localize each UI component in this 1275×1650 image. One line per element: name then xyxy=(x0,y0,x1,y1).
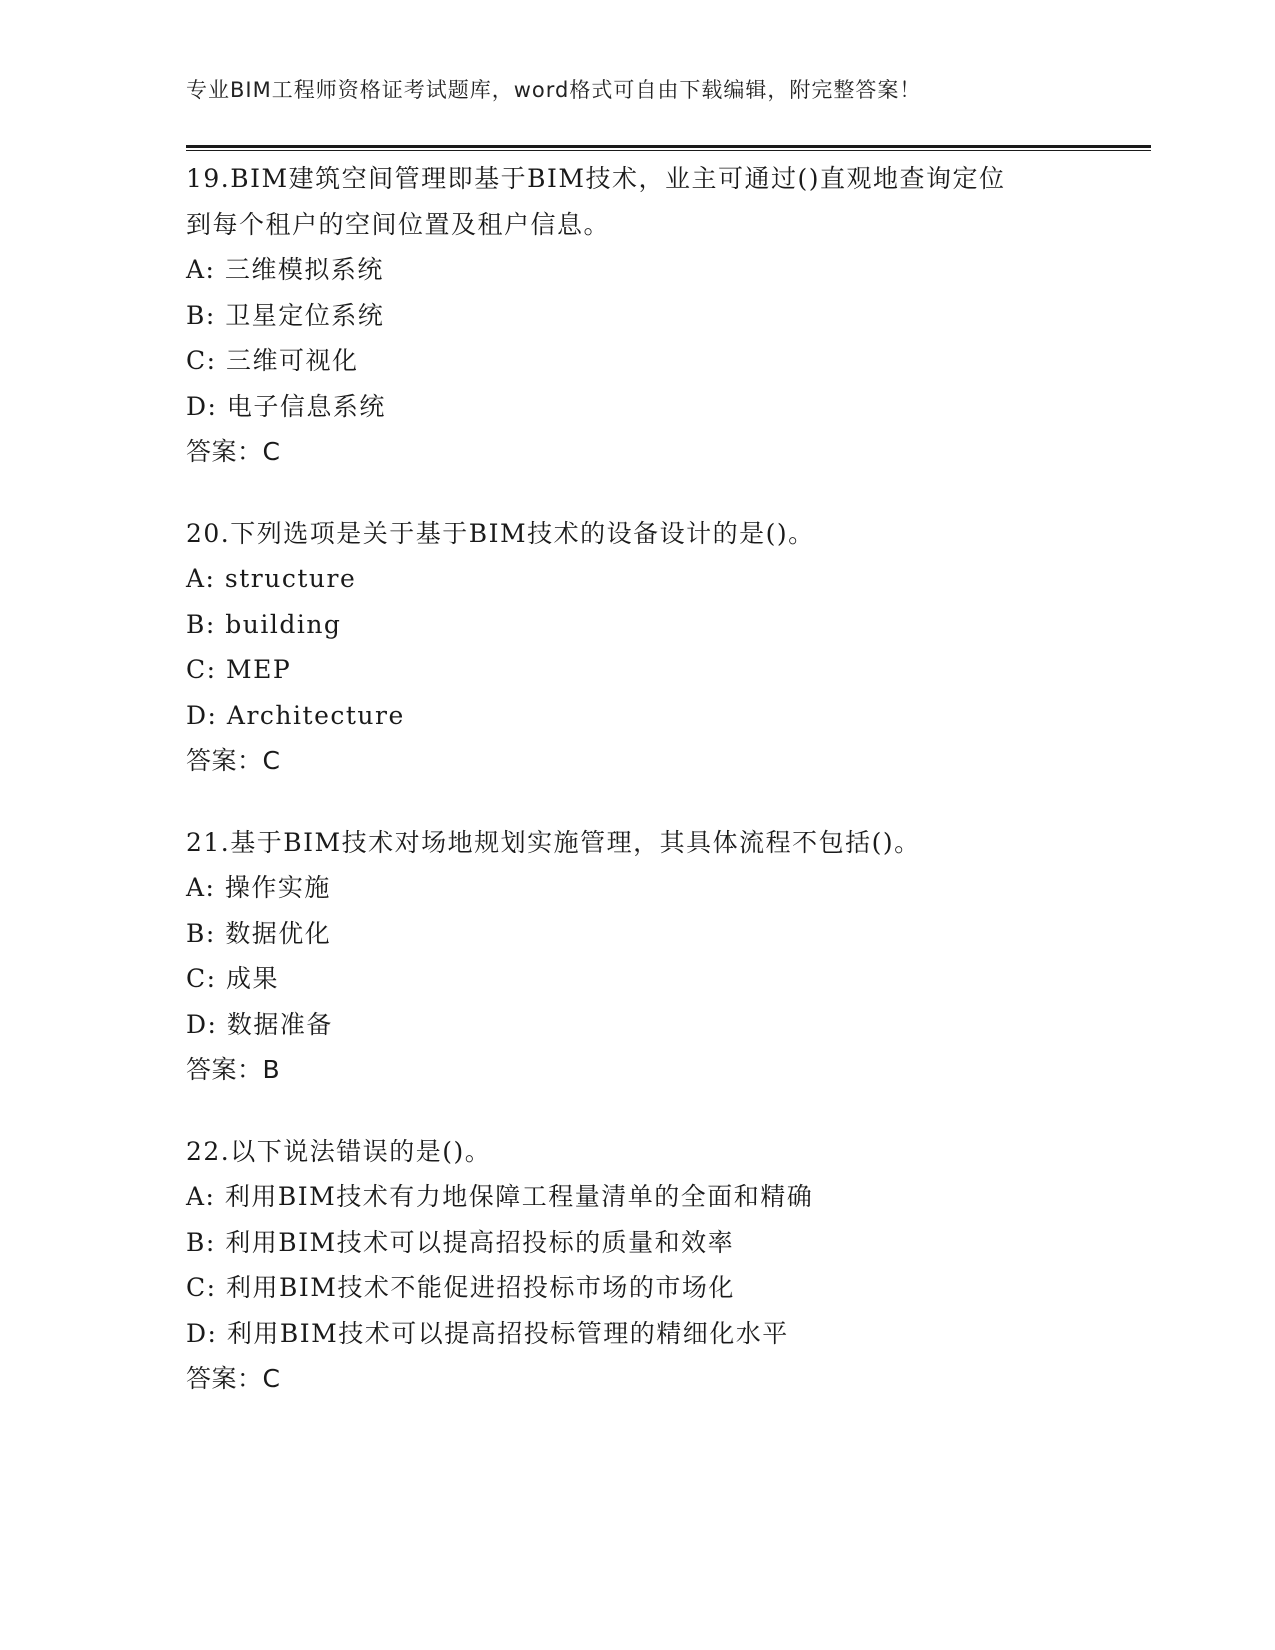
option-c: C: 三维可视化 xyxy=(186,346,359,375)
question-stem: 22.以下说法错误的是()。 xyxy=(186,1136,492,1166)
answer: 答案：B xyxy=(186,1055,281,1084)
answer: 答案：C xyxy=(186,746,281,775)
question-21 xyxy=(186,820,1146,1093)
option-b: B: 数据优化 xyxy=(186,918,332,948)
question-20 xyxy=(186,511,1146,784)
option-c: C: 成果 xyxy=(186,964,279,993)
question-stem: 21.基于BIM技术对场地规划实施管理，其具体流程不包括()。 xyxy=(186,827,921,857)
option-b: B: 利用BIM技术可以提高招投标的质量和效率 xyxy=(186,1227,735,1257)
answer: 答案：C xyxy=(186,437,281,466)
option-d: D: 利用BIM技术可以提高招投标管理的精细化水平 xyxy=(186,1318,789,1348)
question-stem: 20.下列选项是关于基于BIM技术的设备设计的是()。 xyxy=(186,518,815,548)
option-c: C: 利用BIM技术不能促进招投标市场的市场化 xyxy=(186,1273,735,1302)
option-a: A: 操作实施 xyxy=(186,873,331,902)
header-rule-thin xyxy=(186,150,1151,151)
option-a: A: 利用BIM技术有力地保障工程量清单的全面和精确 xyxy=(186,1182,814,1211)
option-b: B: building xyxy=(186,609,342,639)
question-stem: 到每个租户的空间位置及租户信息。 xyxy=(186,209,611,239)
option-d: D: 数据准备 xyxy=(186,1009,333,1039)
option-b: B: 卫星定位系统 xyxy=(186,300,385,330)
question-22 xyxy=(186,1129,1146,1402)
answer: 答案：C xyxy=(186,1364,281,1393)
option-c: C: MEP xyxy=(186,655,292,684)
question-19 xyxy=(186,156,1146,475)
option-d: D: 电子信息系统 xyxy=(186,391,386,421)
option-a: A: structure xyxy=(186,564,357,593)
question-list xyxy=(186,156,1146,1438)
question-stem: 19.BIM建筑空间管理即基于BIM技术，业主可通过()直观地查询定位 xyxy=(186,164,1006,193)
header-rule-thick xyxy=(186,145,1151,148)
option-d: D: Architecture xyxy=(186,700,405,730)
option-a: A: 三维模拟系统 xyxy=(186,255,384,284)
page-header: 专业BIM工程师资格证考试题库，word格式可自由下载编辑，附完整答案！ xyxy=(186,78,922,102)
